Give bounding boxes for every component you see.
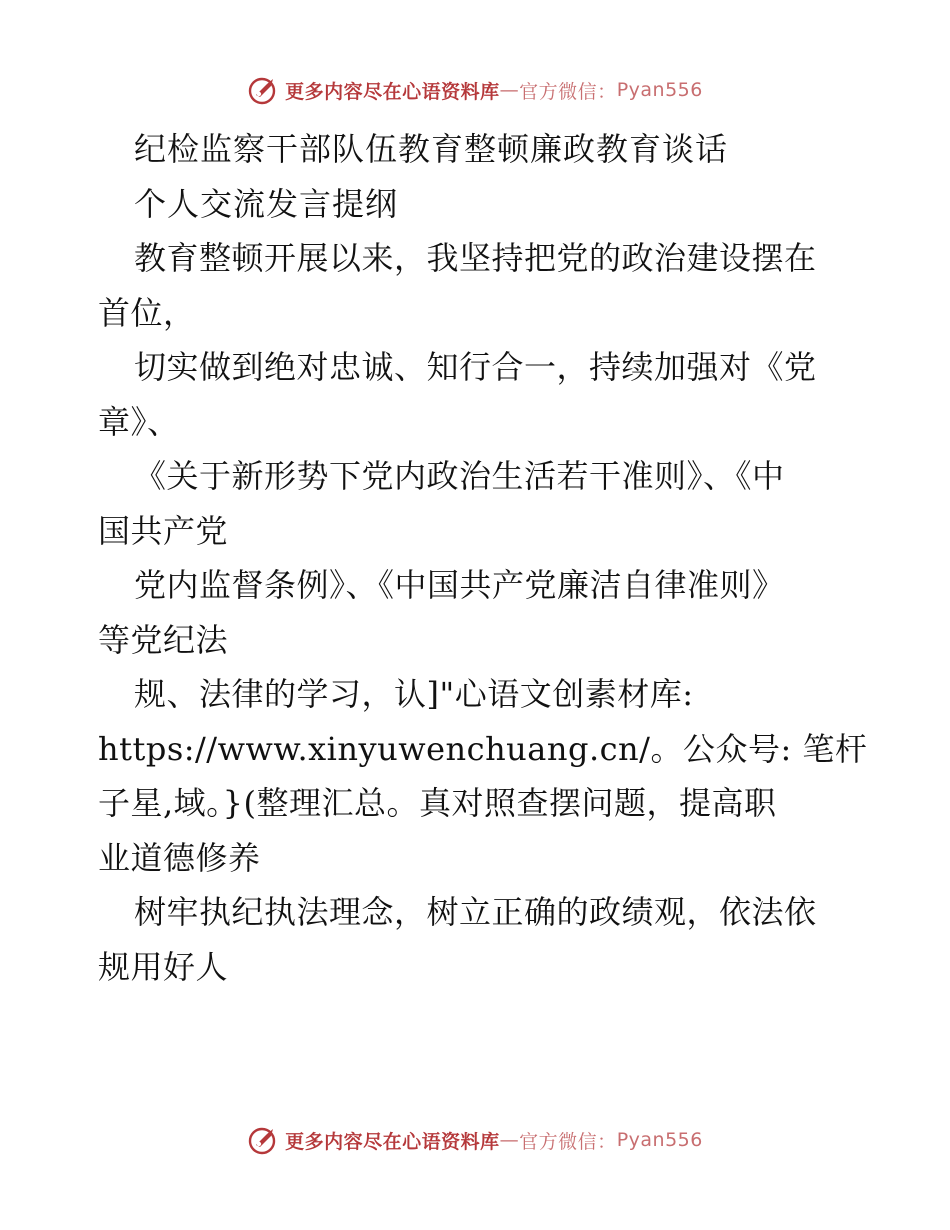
watermark-wechat-id: Pyan556 [616, 79, 703, 101]
paragraph-line: 子星,域。}(整理汇总。真对照查摆问题，提高职 [98, 784, 777, 822]
paragraph-line: 树牢执纪执法理念，树立正确的政绩观，依法依 [134, 893, 817, 931]
paragraph-line: 国共产党 [98, 511, 229, 550]
watermark-brand: 更多内容尽在心语资料库 [285, 80, 500, 103]
header-watermark [0, 70, 950, 110]
paragraph-line: 规、法律的学习，认]"心语文创素材库: [134, 675, 694, 713]
watermark-wechat-label: 官方微信： [519, 80, 617, 103]
url-line: https://www.xinyuwenchuang.cn/。公众号: 笔杆 [98, 729, 868, 768]
paragraph-line: 等党纪法 [98, 620, 229, 659]
watermark-wechat-label: 官方微信： [519, 1130, 617, 1153]
paragraph-line: 业道德修养 [98, 838, 261, 877]
paragraph-line: 切实做到绝对忠诚、知行合一，持续加强对《党 [134, 348, 817, 386]
paragraph-line: 《关于新形势下党内政治生活若干准则》、《中 [134, 457, 785, 495]
paragraph-line: 党内监督条例》、《中国共产党廉洁自律准则》 [134, 566, 785, 604]
paragraph-line: 章》、 [98, 402, 180, 441]
paragraph-line: 首位， [98, 293, 196, 332]
watermark-separator: — [499, 79, 520, 101]
paragraph-line: 教育整顿开展以来，我坚持把党的政治建设摆在 [134, 239, 817, 277]
watermark-wechat-id: Pyan556 [616, 1129, 703, 1151]
pen-nib-icon [247, 1123, 281, 1157]
watermark-separator: — [499, 1129, 520, 1151]
watermark-brand: 更多内容尽在心语资料库 [285, 1130, 500, 1153]
paragraph-line: 规用好人 [98, 947, 229, 986]
pen-nib-icon [247, 73, 281, 107]
footer-watermark [0, 1120, 950, 1160]
doc-title-line-2: 个人交流发言提纲 [134, 184, 399, 223]
document-body [98, 122, 868, 994]
doc-title-line-1: 纪检监察干部队伍教育整顿廉政教育谈话 [134, 130, 729, 168]
